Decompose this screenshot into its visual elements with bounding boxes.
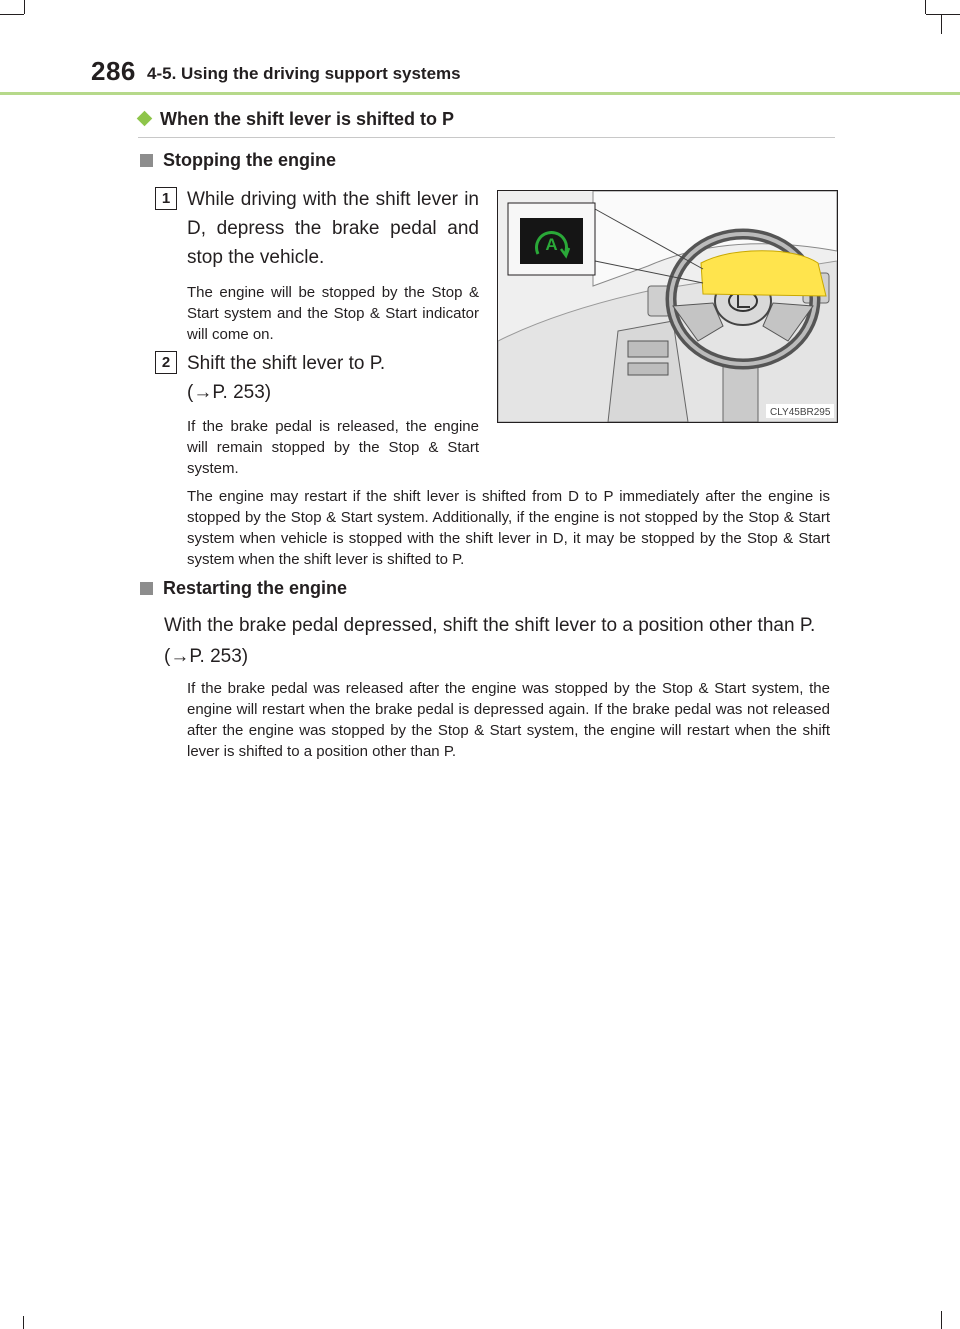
topic-stopping-engine [140, 150, 336, 171]
figure-code: CLY45BR295 [770, 407, 831, 418]
stopping-note: The engine may restart if the shift lever is shifted from D to P immediately after the engine is stopped by the Stop & Start system. Additionally, if the engine is not stopped by the Stop & Start system when vehicle is stopped with the shift lever in D, it may be stopped by the Stop & Start system when the shift lever is shifted to P. [187, 488, 830, 568]
diamond-bullet-icon [137, 111, 153, 127]
section-header: 4-5. Using the driving support systems [147, 64, 461, 83]
subheading-text: When the shift lever is shifted to P [160, 109, 455, 129]
step-text: While driving with the shift lever in D, depress the brake pedal and stop the vehicle. [187, 189, 479, 268]
crop-mark [941, 1311, 942, 1329]
topic-restarting-engine [140, 578, 347, 599]
crop-mark [941, 14, 942, 34]
page-number: 286 [91, 56, 136, 86]
topic-title: Stopping the engine [163, 150, 336, 170]
crop-mark [23, 1316, 24, 1329]
header-rule [0, 92, 960, 95]
step-note: The engine will be stopped by the Stop & Start system and the Stop & Start indicator will come on. [187, 284, 479, 343]
square-bullet-icon [140, 154, 153, 167]
page-reference-link[interactable]: (→P. 253) [187, 382, 272, 403]
restarting-text-line: With the brake pedal depressed, shift the shift lever to a position other than P. [164, 615, 816, 636]
topic-title: Restarting the engine [163, 578, 348, 598]
crop-mark [925, 0, 926, 14]
page-reference-link[interactable]: (→P. 253) [164, 646, 249, 667]
crop-mark [926, 14, 960, 15]
step-number-badge: 2 [155, 351, 177, 374]
step-text [187, 349, 479, 407]
indicator-label: A [545, 235, 558, 254]
step-note: If the brake pedal is released, the engine will remain stopped by the Stop & Start system. [187, 418, 479, 477]
restarting-text [164, 611, 832, 671]
crop-mark [0, 14, 24, 15]
subheading-rule [138, 137, 835, 138]
restarting-note: If the brake pedal was released after the engine was stopped by the Stop & Start system, the engine will restart when the brake pedal is depressed again. If the brake pedal was not released after the engine was stopped by the Stop & Start system, the engine will restart when the shift lever is shifted to a position other than P. [187, 680, 830, 760]
step-text-line: Shift the shift lever to P. [187, 353, 386, 374]
step-number-badge: 1 [155, 187, 177, 210]
square-bullet-icon [140, 582, 153, 595]
dashboard-svg [498, 191, 837, 422]
subheading [135, 109, 454, 130]
crop-mark [24, 0, 25, 14]
dashboard-illustration [497, 190, 838, 423]
